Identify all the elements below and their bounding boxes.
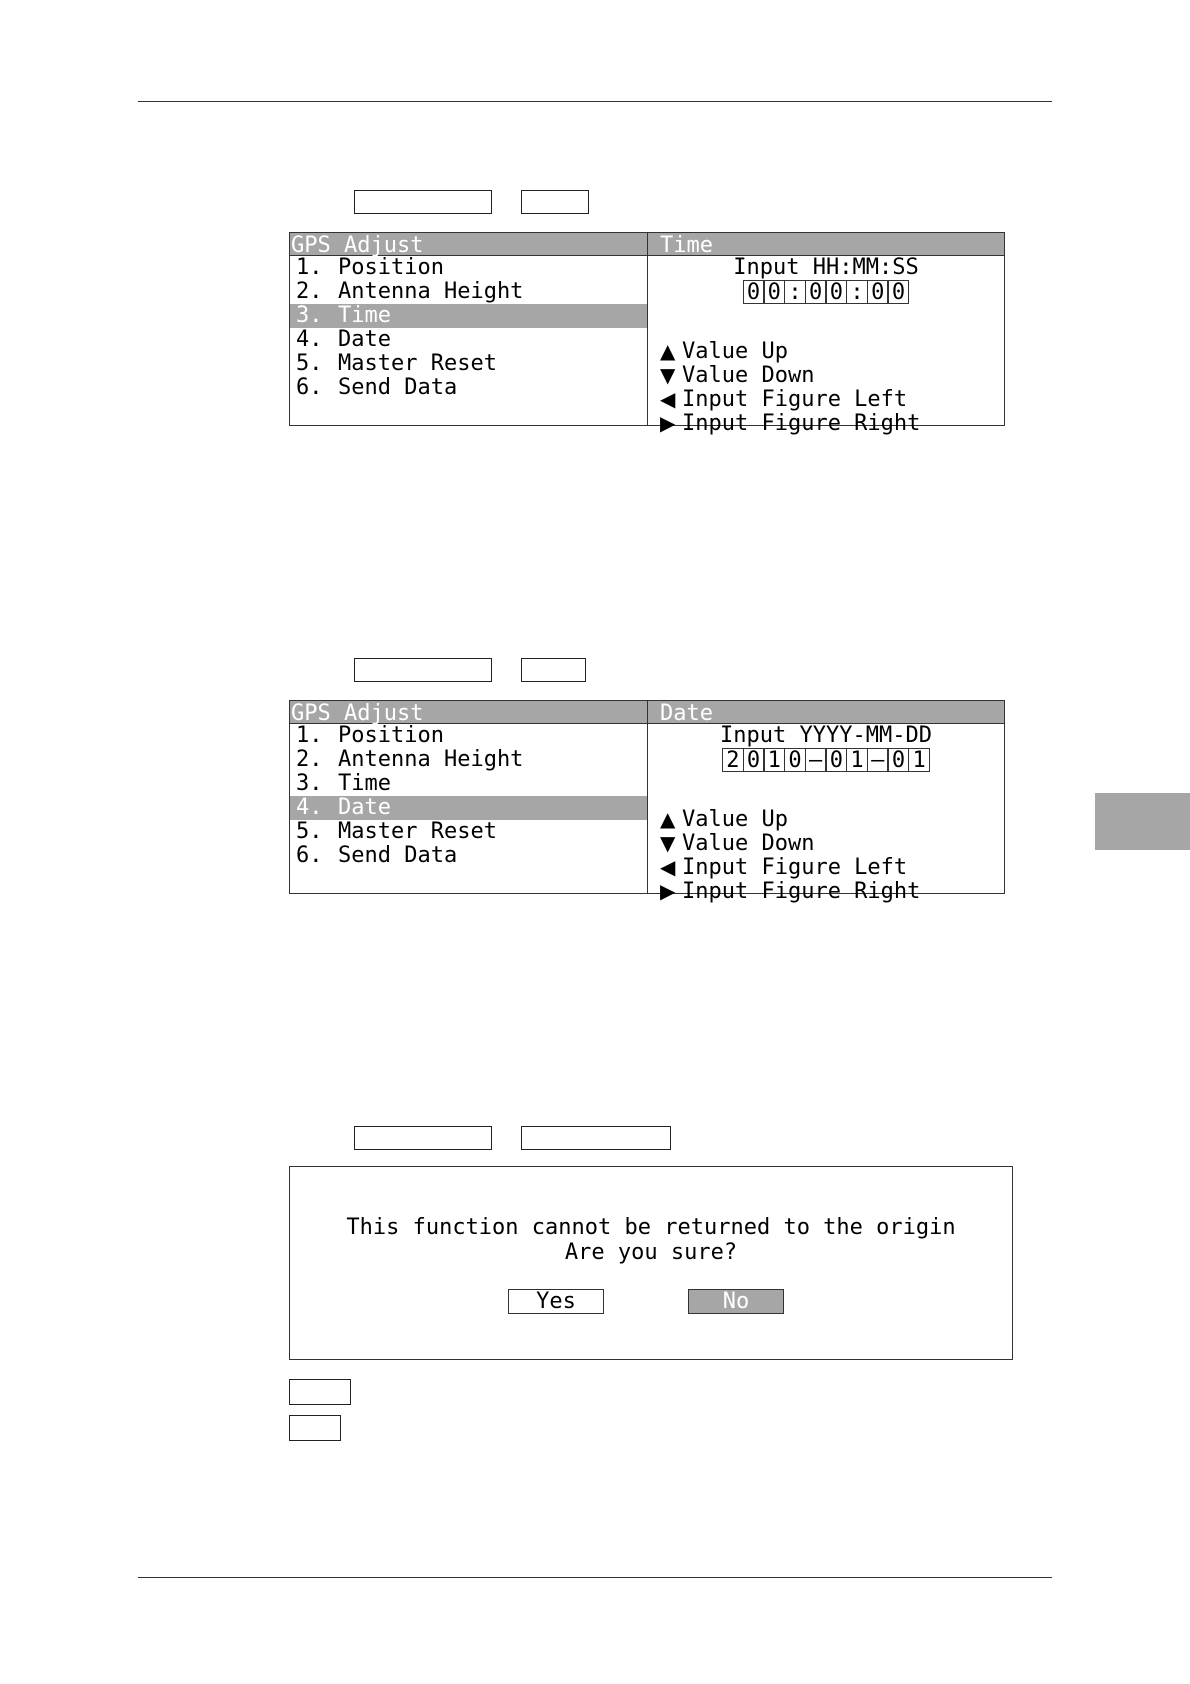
separator-cell: : — [846, 280, 868, 304]
menu-item-number: 1. — [296, 723, 323, 748]
gps-adjust-menu — [290, 701, 648, 893]
help-figure-right — [660, 879, 920, 903]
menu-header: GPS Adjust — [290, 233, 647, 256]
digit-cell[interactable]: 0 — [743, 280, 765, 304]
date-digit-field[interactable] — [648, 748, 1004, 772]
menu-item-number: 5. — [296, 351, 323, 376]
separator-cell: — — [805, 748, 827, 772]
triangle-up-icon: ▲ — [660, 807, 676, 831]
menu-item-number: 2. — [296, 747, 323, 772]
help-label: Value Down — [682, 363, 815, 388]
key-box-menu-1 — [354, 190, 492, 214]
digit-cell[interactable]: 2 — [722, 748, 744, 772]
menu-item-send-data[interactable] — [290, 376, 647, 400]
menu-item-date[interactable] — [290, 328, 647, 352]
key-box-enter-2 — [521, 658, 586, 682]
time-input-pane — [648, 233, 1004, 436]
dialog-message — [290, 1215, 1012, 1265]
key-box-menu-2 — [354, 658, 492, 682]
digit-cell[interactable]: 0 — [825, 280, 847, 304]
digit-cell[interactable]: 0 — [825, 748, 847, 772]
digit-cell[interactable]: 1 — [846, 748, 868, 772]
menu-item-number: 5. — [296, 819, 323, 844]
header-rule — [138, 101, 1052, 102]
gps-adjust-menu — [290, 233, 648, 425]
menu-item-label: Position — [338, 723, 444, 748]
digit-cell[interactable]: 0 — [763, 280, 785, 304]
gps-adjust-time-panel — [289, 232, 1005, 436]
key-box-master-reset — [521, 1126, 671, 1150]
yes-button[interactable]: Yes — [508, 1289, 604, 1314]
menu-item-antenna-height[interactable] — [290, 748, 647, 772]
help-label: Value Up — [682, 807, 788, 832]
help-figure-right — [660, 411, 920, 435]
menu-item-time[interactable] — [290, 772, 647, 796]
digit-cell[interactable]: 1 — [763, 748, 785, 772]
gps-adjust-date-panel — [289, 700, 1005, 904]
digit-cell[interactable]: 0 — [743, 748, 765, 772]
footer-rule — [138, 1577, 1052, 1578]
menu-item-label: Send Data — [338, 375, 458, 400]
chapter-side-tab — [1095, 793, 1190, 850]
no-button[interactable]: No — [688, 1289, 784, 1314]
help-label: Input Figure Left — [682, 387, 908, 412]
help-label: Input Figure Right — [682, 879, 921, 904]
triangle-right-icon: ▶ — [660, 879, 676, 903]
pane-header: Date — [648, 701, 1004, 724]
help-figure-left — [660, 387, 920, 411]
triangle-down-icon: ▼ — [660, 363, 676, 387]
menu-item-label: Time — [338, 303, 391, 328]
menu-item-master-reset[interactable] — [290, 352, 647, 376]
menu-item-master-reset[interactable] — [290, 820, 647, 844]
menu-item-send-data[interactable] — [290, 844, 647, 868]
separator-cell: : — [784, 280, 806, 304]
menu-item-number: 1. — [296, 255, 323, 280]
time-digit-field[interactable] — [648, 280, 1004, 304]
menu-item-position[interactable] — [290, 724, 647, 748]
menu-item-number: 2. — [296, 279, 323, 304]
menu-item-date[interactable] — [290, 796, 647, 820]
digit-cell[interactable]: 0 — [867, 280, 889, 304]
help-value-down — [660, 363, 920, 387]
key-box-legend-2 — [289, 1415, 341, 1441]
master-reset-confirm-dialog — [289, 1166, 1013, 1360]
menu-item-label: Position — [338, 255, 444, 280]
digit-cell[interactable]: 1 — [908, 748, 930, 772]
key-box-enter-1 — [521, 190, 589, 214]
input-format-label: Input HH:MM:SS — [733, 255, 919, 280]
menu-item-label: Date — [338, 327, 391, 352]
input-format-label: Input YYYY-MM-DD — [720, 723, 932, 748]
help-value-up — [660, 807, 920, 831]
key-help-list — [660, 807, 920, 903]
menu-item-antenna-height[interactable] — [290, 280, 647, 304]
menu-item-label: Date — [338, 795, 391, 820]
menu-item-number: 3. — [296, 303, 323, 328]
key-box-legend-1 — [289, 1379, 351, 1405]
menu-header: GPS Adjust — [290, 701, 647, 724]
dialog-message-line2: Are you sure? — [564, 1240, 738, 1265]
digit-cell[interactable]: 0 — [805, 280, 827, 304]
help-value-up — [660, 339, 920, 363]
digit-cell[interactable]: 0 — [887, 280, 909, 304]
help-label: Value Down — [682, 831, 815, 856]
menu-item-number: 3. — [296, 771, 323, 796]
help-label: Input Figure Right — [682, 411, 921, 436]
pane-header: Time — [648, 233, 1004, 256]
triangle-left-icon: ◀ — [660, 855, 676, 879]
menu-item-number: 4. — [296, 327, 323, 352]
menu-item-number: 6. — [296, 843, 323, 868]
key-box-menu-3 — [354, 1126, 492, 1150]
triangle-left-icon: ◀ — [660, 387, 676, 411]
triangle-down-icon: ▼ — [660, 831, 676, 855]
menu-item-label: Time — [338, 771, 391, 796]
menu-item-time[interactable] — [290, 304, 647, 328]
separator-cell: — — [867, 748, 889, 772]
help-figure-left — [660, 855, 920, 879]
menu-item-label: Antenna Height — [338, 747, 524, 772]
triangle-up-icon: ▲ — [660, 339, 676, 363]
menu-item-label: Master Reset — [338, 819, 497, 844]
digit-cell[interactable]: 0 — [784, 748, 806, 772]
menu-item-number: 6. — [296, 375, 323, 400]
triangle-right-icon: ▶ — [660, 411, 676, 435]
key-help-list — [660, 339, 920, 435]
menu-item-label: Master Reset — [338, 351, 497, 376]
menu-item-position[interactable] — [290, 256, 647, 280]
dialog-message-line1: This function cannot be returned to the origin — [346, 1215, 956, 1240]
help-label: Value Up — [682, 339, 788, 364]
menu-item-number: 4. — [296, 795, 323, 820]
menu-item-label: Send Data — [338, 843, 458, 868]
menu-item-label: Antenna Height — [338, 279, 524, 304]
date-input-pane — [648, 701, 1004, 904]
help-value-down — [660, 831, 920, 855]
help-label: Input Figure Left — [682, 855, 908, 880]
digit-cell[interactable]: 0 — [887, 748, 909, 772]
